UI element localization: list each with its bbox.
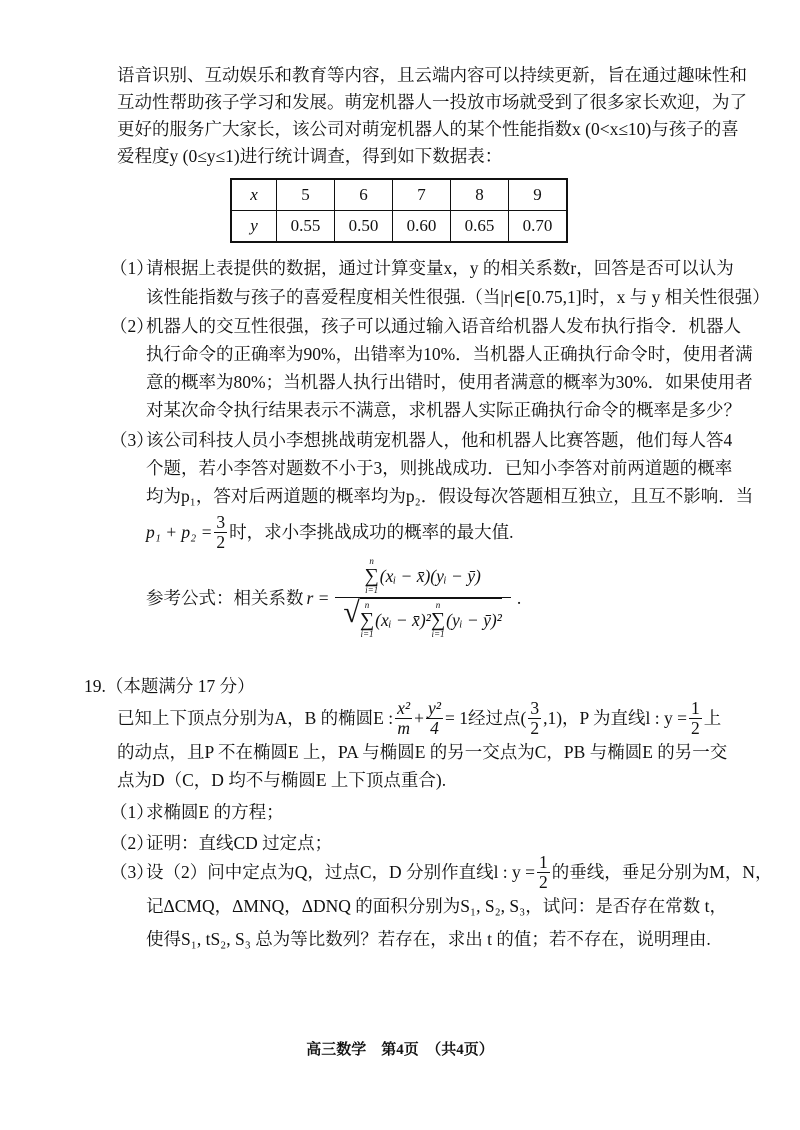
table-header-x: x — [231, 179, 277, 211]
table-cell: 0.50 — [335, 211, 393, 243]
plus-sign: + — [414, 708, 425, 728]
formula-numerator — [335, 557, 511, 598]
q18-part1-line-1: 请根据上表提供的数据，通过计算变量x，y 的相关系数r，回答是否可以认为 — [146, 258, 734, 278]
table-row-x — [231, 179, 567, 211]
table-cell: 5 — [277, 179, 335, 211]
table-cell: 7 — [393, 179, 451, 211]
formula-denominator — [341, 598, 504, 639]
fraction-numerator: 1 — [539, 852, 548, 873]
formula-period: . — [516, 588, 522, 608]
intro-line-4: 爱程度y (0≤y≤1)进行统计调查，得到如下数据表： — [117, 146, 503, 166]
radical-icon: √ — [343, 596, 360, 629]
fraction-denominator: 2 — [539, 871, 548, 892]
q19-part1-text: 求椭圆E 的方程； — [146, 802, 284, 822]
q18-part3-line-2: 个题，若小李答对题数不小于3，则挑战成功．已知小李答对前两道题的概率 — [146, 458, 733, 478]
fraction-y2-over-4 — [426, 699, 443, 737]
sum-symbol — [431, 601, 445, 639]
table-cell: 0.60 — [393, 211, 451, 243]
fraction-numerator: x² — [397, 698, 411, 719]
q19-line-3: 点为D（C，D 均不与椭圆E 上下顶点重合). — [117, 770, 447, 790]
fraction-denominator: 2 — [216, 531, 226, 552]
fraction-denominator: m — [397, 717, 410, 738]
q18-part3-condition-line — [146, 510, 514, 554]
q18-part2-line-3: 意的概率为80%；当机器人执行出错时，使用者满意的概率为30%．如果使用者 — [146, 372, 753, 392]
q19-part1-label: （1） — [110, 802, 154, 822]
q19-part3-text: 设（2）问中定点为Q，过点C，D 分别作直线l : y = — [146, 862, 536, 882]
fraction-denominator: 4 — [430, 717, 439, 738]
q19-line-1 — [117, 696, 722, 740]
table-header-y: y — [231, 211, 277, 243]
q18-part2-line-1: 机器人的交互性很强，孩子可以通过输入语音给机器人发布执行指令．机器人 — [146, 316, 741, 336]
sigma-icon: ∑ — [430, 609, 446, 631]
table-cell: 0.70 — [509, 211, 568, 243]
table-cell: 0.65 — [451, 211, 509, 243]
table-row-y — [231, 211, 567, 243]
q18-part2-line-4: 对某次命令执行结果表示不满意，求机器人实际正确执行命令的概率是多少？ — [146, 400, 741, 420]
fraction-three-halves — [214, 513, 227, 551]
q19-heading: 19.（本题满分 17 分） — [84, 676, 255, 696]
fraction-numerator: 3 — [216, 512, 226, 533]
correlation-fraction — [335, 557, 511, 639]
formula-r-equals: r = — [306, 588, 330, 608]
q19-part2-label: （2） — [110, 833, 154, 853]
q19-part3-label: （3） — [110, 862, 154, 882]
q18-part1-label: （1） — [110, 258, 154, 278]
sum-upper-limit: n — [364, 600, 370, 610]
fraction-x2-over-m — [395, 699, 412, 737]
sum-upper-limit: n — [435, 600, 441, 610]
sigma-icon: ∑ — [364, 565, 379, 587]
condition-tail: 时，求小李挑战成功的概率的最大值. — [229, 522, 514, 542]
condition-lhs: p₁ + p₂ = — [146, 522, 213, 542]
table-cell: 6 — [335, 179, 393, 211]
page-footer: 高三数学 第4页 （共4页） — [306, 1042, 494, 1058]
intro-line-3: 更好的服务广大家长，该公司对萌宠机器人的某个性能指数x (0<x≤10)与孩子的喜 — [117, 119, 739, 139]
q18-part2-label: （2） — [110, 316, 154, 336]
q18-part3-line-3: 均为p₁，答对后两道题的概率均为p₂．假设每次答题相互独立，且互不影响．当 — [146, 486, 754, 506]
denominator-term-y: (yᵢ − ȳ)² — [446, 609, 502, 630]
fraction-three-halves — [528, 699, 541, 737]
q19-line-2: 的动点，且P 不在椭圆E 上，PA 与椭圆E 的另一交点为C，PB 与椭圆E 的另一交 — [117, 742, 728, 762]
fraction-denominator: 2 — [530, 717, 540, 738]
data-table — [230, 178, 568, 243]
table-cell: 0.55 — [277, 211, 335, 243]
q19-part3-line-3: 使得S₁, tS₂, S₃ 总为等比数列？若存在，求出 t 的值；若不存在，说明理由. — [146, 929, 711, 949]
q18-part3-label: （3） — [110, 430, 154, 450]
q19-part3-line-1 — [146, 852, 773, 892]
sum-symbol — [360, 601, 374, 639]
sum-symbol — [365, 557, 379, 595]
sum-upper-limit: n — [369, 556, 374, 566]
q19-text: = 1经过点( — [445, 708, 527, 728]
q19-text: 已知上下顶点分别为A，B 的椭圆E : — [117, 708, 394, 728]
q19-text: 上 — [703, 708, 722, 728]
numerator-term: (xᵢ − x̄)(yᵢ − ȳ) — [379, 565, 481, 586]
q18-part1-line-2: 该性能指数与孩子的喜爱程度相关性很强.（当|r|∈[0.75,1]时，x 与 y 相关性很强） — [146, 287, 770, 307]
fraction-one-half — [537, 853, 550, 891]
sum-lower-limit: i=1 — [431, 629, 445, 639]
q19-part2-text: 证明：直线CD 过定点； — [146, 833, 333, 853]
fraction-numerator: 3 — [530, 698, 540, 719]
radicand — [360, 598, 502, 639]
reference-formula — [146, 556, 522, 639]
q19-part3-line-2: 记ΔCMQ，ΔMNQ，ΔDNQ 的面积分别为S₁, S₂, S₃，试问：是否存在常数 t， — [146, 896, 727, 916]
formula-label: 参考公式：相关系数 — [146, 588, 304, 608]
table-cell: 8 — [451, 179, 509, 211]
q18-part3-line-1: 该公司科技人员小李想挑战萌宠机器人，他和机器人比赛答题，他们每人答4 — [146, 430, 733, 450]
sum-lower-limit: i=1 — [360, 629, 374, 639]
sigma-icon: ∑ — [359, 609, 375, 631]
fraction-numerator: y² — [428, 698, 442, 719]
denominator-term-x: (xᵢ − x̄)² — [375, 609, 431, 630]
fraction-one-half — [689, 699, 702, 737]
q18-part2-line-2: 执行命令的正确率为90%，出错率为10%．当机器人正确执行命令时，使用者满 — [146, 344, 753, 364]
fraction-denominator: 2 — [691, 717, 700, 738]
intro-line-1: 语音识别、互动娱乐和教育等内容，且云端内容可以持续更新，旨在通过趣味性和 — [117, 65, 747, 85]
q19-part3-text: 的垂线，垂足分别为M，N， — [551, 862, 773, 882]
fraction-numerator: 1 — [691, 698, 700, 719]
q19-text: ,1)，P 为直线l : y = — [543, 708, 687, 728]
intro-line-2: 互动性帮助孩子学习和发展。萌宠机器人一投放市场就受到了很多家长欢迎，为了 — [117, 92, 747, 112]
table-cell: 9 — [509, 179, 568, 211]
sum-lower-limit: i=1 — [365, 585, 379, 595]
